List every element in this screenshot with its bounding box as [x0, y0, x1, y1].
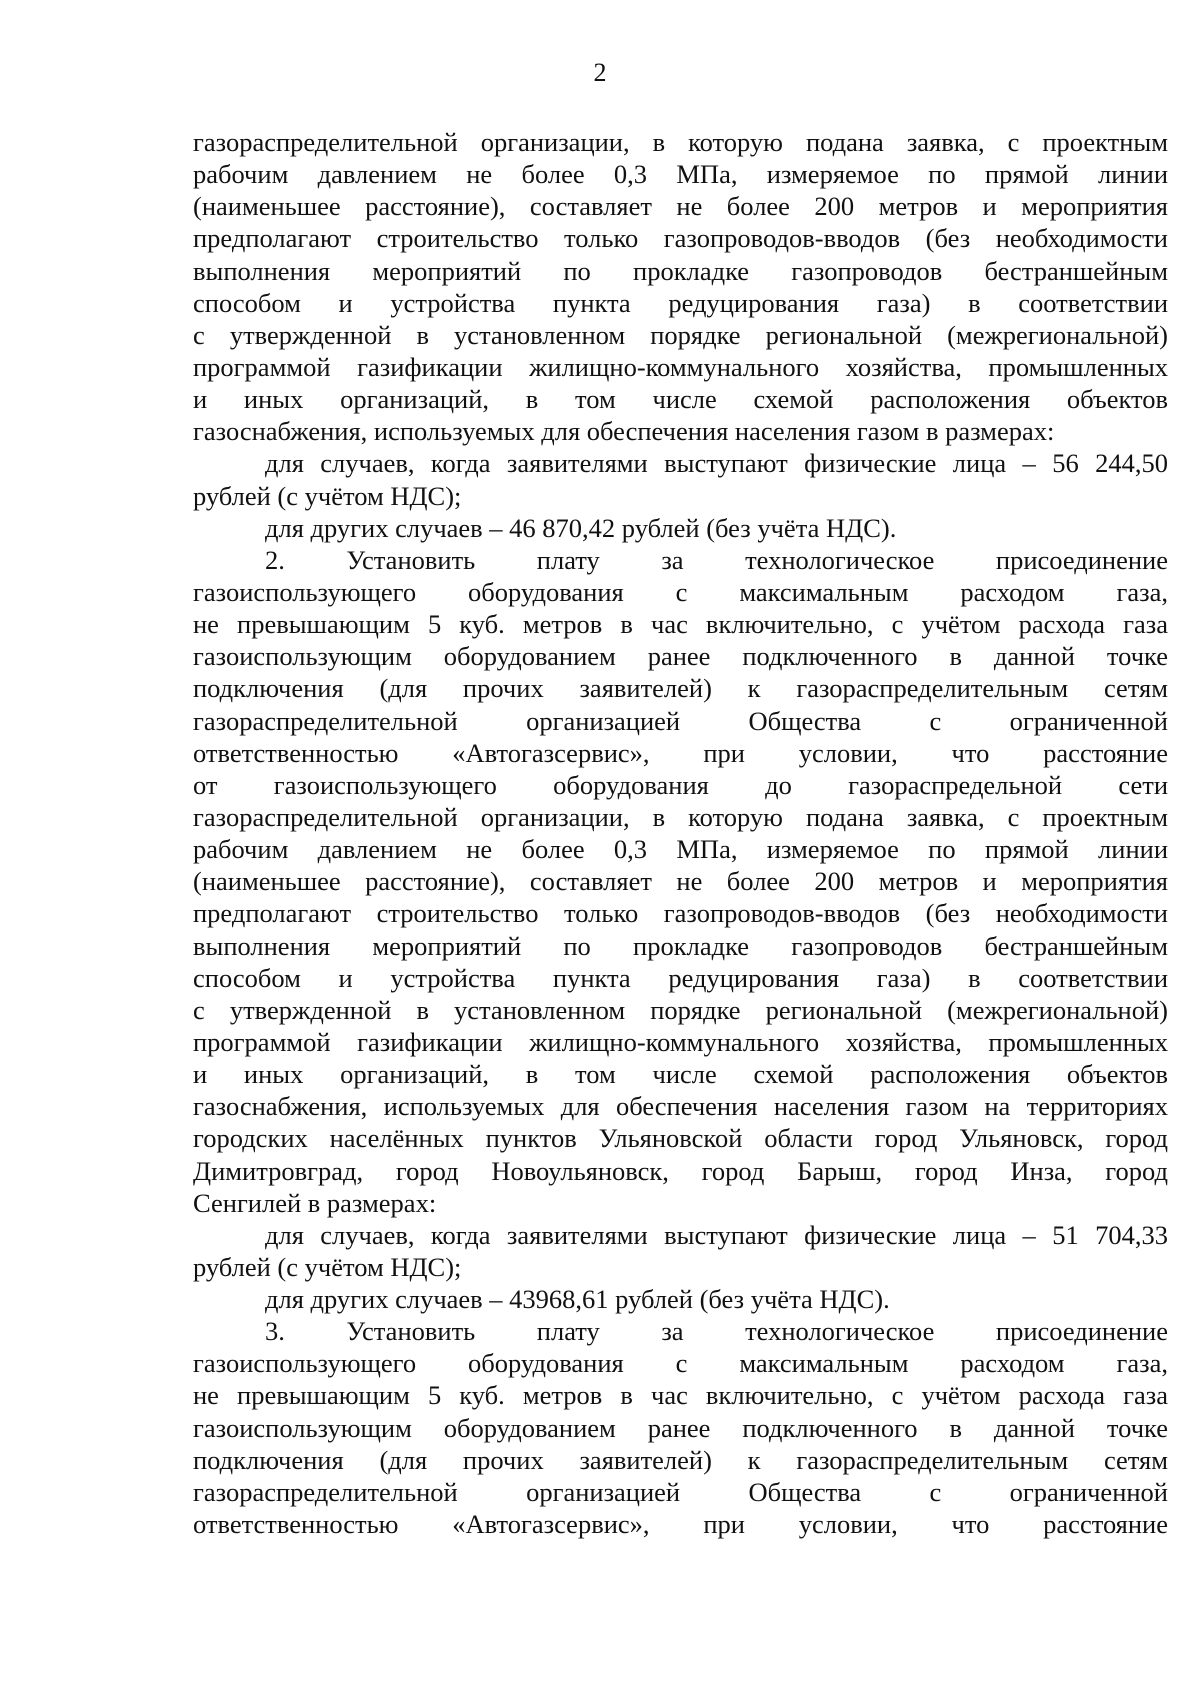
text-line: городских населённых пунктов Ульяновской области город Ульяновск, город	[193, 1123, 1168, 1154]
text-line: программой газификации жилищно-коммунального хозяйства, промышленных	[193, 351, 1168, 382]
text-line: газоснабжения, используемых для обеспечения населения газом в размерах:	[193, 416, 1055, 447]
text-line: подключения (для прочих заявителей) к газораспределительным сетям	[193, 673, 1168, 704]
text-line: с утвержденной в установленном порядке региональной (межрегиональной)	[193, 994, 1168, 1025]
text-line: рабочим давлением не более 0,3 МПа, измеряемое по прямой линии	[193, 834, 1168, 865]
text-line: выполнения мероприятий по прокладке газопроводов бестраншейным	[193, 930, 1168, 961]
text-line: не превышающим 5 куб. метров в час включительно, с учётом расхода газа	[193, 609, 1168, 640]
text-line: предполагают строительство только газопроводов-вводов (без необходимости	[193, 898, 1168, 929]
text-line: рабочим давлением не более 0,3 МПа, измеряемое по прямой линии	[193, 159, 1168, 190]
text-line: для других случаев – 46 870,42 рублей (без учёта НДС).	[265, 512, 897, 543]
text-line: предполагают строительство только газопроводов-вводов (без необходимости	[193, 223, 1168, 254]
text-line: подключения (для прочих заявителей) к газораспределительным сетям	[193, 1444, 1168, 1475]
text-line: с утвержденной в установленном порядке региональной (межрегиональной)	[193, 319, 1168, 350]
page-number: 2	[593, 58, 607, 87]
text-line: Сенгилей в размерах:	[193, 1187, 437, 1218]
text-line: 3. Установить плату за технологическое присоединение	[265, 1316, 1168, 1347]
text-line: рублей (с учётом НДС);	[193, 480, 462, 511]
text-line: газоиспользующего оборудования с максимальным расходом газа,	[193, 576, 1168, 607]
text-line: для случаев, когда заявителями выступают физические лица – 56 244,50	[265, 448, 1168, 479]
text-line: способом и устройства пункта редуцирования газа) в соответствии	[193, 962, 1168, 993]
text-line: (наименьшее расстояние), составляет не более 200 метров и мероприятия	[193, 866, 1168, 897]
text-line: газоиспользующего оборудования с максимальным расходом газа,	[193, 1348, 1168, 1379]
document-body	[193, 126, 1168, 1540]
text-line: и иных организаций, в том числе схемой расположения объектов	[193, 1059, 1168, 1090]
text-line: газораспределительной организации, в которую подана заявка, с проектным	[193, 127, 1168, 157]
text-line: 2. Установить плату за технологическое присоединение	[265, 544, 1168, 575]
text-line: рублей (с учётом НДС);	[193, 1251, 462, 1282]
text-line: выполнения мероприятий по прокладке газопроводов бестраншейным	[193, 255, 1168, 286]
text-line: способом и устройства пункта редуцирования газа) в соответствии	[193, 287, 1168, 318]
text-line: ответственностью «Автогазсервис», при условии, что расстояние	[193, 1509, 1168, 1540]
text-line: для случаев, когда заявителями выступают физические лица – 51 704,33	[265, 1219, 1168, 1250]
text-line: газораспределительной организацией Общества с ограниченной	[193, 705, 1168, 736]
text-line: и иных организаций, в том числе схемой расположения объектов	[193, 384, 1168, 415]
text-line: от газоиспользующего оборудования до газораспредельной сети	[193, 769, 1168, 800]
text-line: газораспределительной организации, в которую подана заявка, с проектным	[193, 801, 1168, 832]
text-line: ответственностью «Автогазсервис», при условии, что расстояние	[193, 737, 1168, 768]
text-line: для других случаев – 43968,61 рублей (без учёта НДС).	[265, 1284, 890, 1315]
text-line: не превышающим 5 куб. метров в час включительно, с учётом расхода газа	[193, 1380, 1168, 1411]
text-line: газоиспользующим оборудованием ранее подключенного в данной точке	[193, 641, 1168, 672]
text-line: газораспределительной организацией Общества с ограниченной	[193, 1476, 1168, 1507]
text-line: (наименьшее расстояние), составляет не более 200 метров и мероприятия	[193, 191, 1168, 222]
text-line: программой газификации жилищно-коммунального хозяйства, промышленных	[193, 1026, 1168, 1057]
text-line: Димитровград, город Новоульяновск, город Барыш, город Инза, город	[193, 1155, 1168, 1186]
text-line: газоснабжения, используемых для обеспечения населения газом на территориях	[193, 1091, 1168, 1122]
text-line: газоиспользующим оборудованием ранее подключенного в данной точке	[193, 1412, 1168, 1443]
